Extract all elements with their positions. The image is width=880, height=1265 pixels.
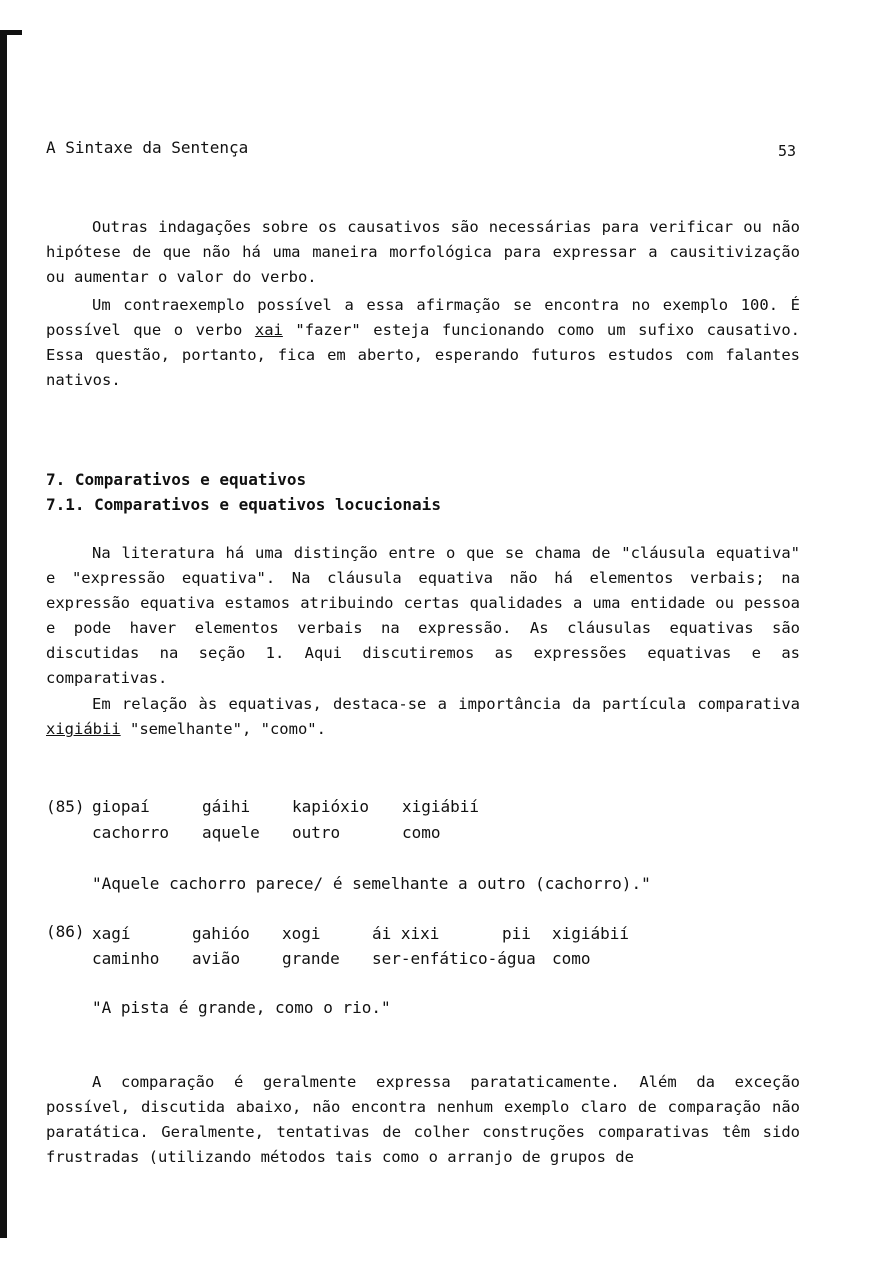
underlined-term-xigiabii: xigiábii	[46, 720, 121, 738]
example-word: gáihi	[202, 797, 251, 816]
page-scan-edge-corner	[0, 30, 22, 35]
paragraph-text: "semelhante", "como".	[120, 720, 326, 738]
paragraph-comparacao	[46, 1070, 800, 1170]
paragraph-text: Outras indagações sobre os causativos são necessárias para verificar ou não hipótese de que não há uma maneira morfológica para expressar a causitivização ou aumentar o valor do verbo.	[46, 218, 800, 286]
example-gloss: como	[552, 949, 591, 968]
example-word: giopaí	[92, 797, 150, 816]
paragraph-equativas	[46, 692, 800, 742]
example-gloss: aquele	[202, 823, 260, 842]
example-gloss: grande	[282, 949, 340, 968]
example-gloss: ser-enfático-água	[372, 949, 536, 968]
example-word: gahióo	[192, 924, 250, 943]
page-scan-edge	[0, 30, 7, 1238]
underlined-term-xai: xai	[254, 321, 283, 339]
paragraph-causativos	[46, 215, 800, 290]
running-title: A Sintaxe da Sentença	[46, 138, 249, 157]
example-gloss: avião	[192, 949, 241, 968]
example-word: xogi	[282, 924, 321, 943]
paragraph-text: "fazer" esteja funcionando como um sufixo causativo. Essa questão, portanto, fica em aberto, esperando futuros estudos com falantes nativos.	[46, 321, 800, 389]
paragraph-text: Na literatura há uma distinção entre o que se chama de "cláusula equativa" e "expressão equativa". Na cláusula equativa não há elementos verbais; na expressão equativa estamos atribuindo certas qualidades a uma entidade ou pessoa e pode haver elementos verbais na expressão. As cláusulas equativas são discutidas na seção 1. Aqui discutiremos as expressões equativas e as comparativas.	[46, 544, 800, 687]
example-gloss: cachorro	[92, 823, 170, 842]
example-number: (86)	[46, 922, 85, 941]
paragraph-text: Em relação às equativas, destaca-se a importância da partícula comparativa	[92, 695, 800, 713]
page-number: 53	[778, 142, 797, 160]
example-gloss: outro	[292, 823, 341, 842]
section-heading: 7. Comparativos e equativos	[46, 470, 307, 489]
example-number: (85)	[46, 797, 85, 816]
example-translation: "Aquele cachorro parece/ é semelhante a outro (cachorro)."	[92, 874, 651, 893]
subsection-heading: 7.1. Comparativos e equativos locucionais	[46, 495, 441, 514]
example-word: ái xixi	[372, 924, 440, 943]
paragraph-contraexemplo	[46, 293, 800, 393]
example-word: pii	[502, 924, 531, 943]
example-word: xagí	[92, 924, 131, 943]
example-word: xigiábií	[552, 924, 630, 943]
example-word: xigiábií	[402, 797, 480, 816]
paragraph-text: A comparação é geralmente expressa parataticamente. Além da exceção possível, discutida abaixo, não encontra nenhum exemplo claro de comparação não paratática. Geralmente, tentativas de colher construções comparativas têm sido frustradas (utilizando métodos tais como o arranjo de grupos de	[46, 1073, 800, 1166]
example-word: kapióxio	[292, 797, 370, 816]
example-gloss: caminho	[92, 949, 160, 968]
example-translation: "A pista é grande, como o rio."	[92, 998, 391, 1017]
paragraph-text: Um contraexemplo possível a essa afirmação se encontra no exemplo 100. É possível que o verbo	[46, 296, 800, 339]
example-gloss: como	[402, 823, 441, 842]
paragraph-literatura	[46, 541, 800, 691]
